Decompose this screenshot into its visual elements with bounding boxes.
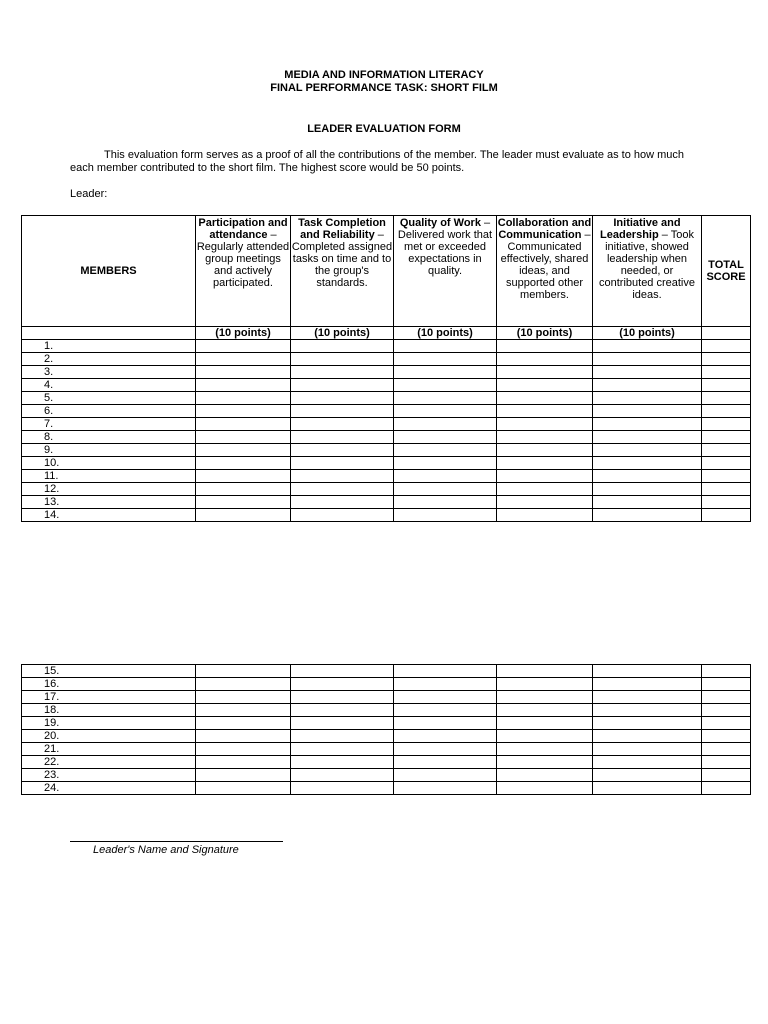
- total-score-cell[interactable]: [702, 418, 751, 431]
- score-cell[interactable]: [394, 366, 497, 379]
- score-cell[interactable]: [291, 431, 394, 444]
- member-row: [22, 405, 751, 418]
- score-cell[interactable]: [394, 340, 497, 353]
- score-cell[interactable]: [497, 756, 593, 769]
- score-cell[interactable]: [394, 678, 497, 691]
- score-cell[interactable]: [196, 496, 291, 509]
- score-cell[interactable]: [196, 678, 291, 691]
- total-score-cell[interactable]: [702, 405, 751, 418]
- total-score-cell[interactable]: [702, 379, 751, 392]
- score-cell[interactable]: [394, 392, 497, 405]
- score-cell[interactable]: [196, 470, 291, 483]
- member-row: [22, 678, 751, 691]
- member-row: [22, 340, 751, 353]
- score-cell[interactable]: [593, 340, 702, 353]
- member-row: [22, 782, 751, 795]
- score-cell[interactable]: [196, 782, 291, 795]
- score-cell[interactable]: [291, 782, 394, 795]
- member-row: [22, 691, 751, 704]
- header-row: [22, 216, 751, 327]
- score-cell[interactable]: [497, 496, 593, 509]
- score-cell[interactable]: [196, 743, 291, 756]
- score-cell[interactable]: [497, 769, 593, 782]
- leader-label: Leader:: [70, 188, 108, 200]
- score-cell[interactable]: [196, 691, 291, 704]
- members-header: MEMBERS: [22, 216, 196, 327]
- total-score-cell[interactable]: [702, 730, 751, 743]
- score-cell[interactable]: [291, 366, 394, 379]
- member-row: [22, 431, 751, 444]
- points-cell: [22, 327, 196, 340]
- score-cell[interactable]: [394, 743, 497, 756]
- score-cell[interactable]: [394, 769, 497, 782]
- member-number[interactable]: 10.: [22, 457, 196, 470]
- total-score-cell[interactable]: [702, 392, 751, 405]
- criterion-task-completion: [291, 216, 394, 327]
- member-row: [22, 704, 751, 717]
- score-cell[interactable]: [497, 483, 593, 496]
- score-cell[interactable]: [593, 756, 702, 769]
- total-score-cell[interactable]: [702, 340, 751, 353]
- points-cell: (10 points): [394, 327, 497, 340]
- member-row: [22, 353, 751, 366]
- score-cell[interactable]: [394, 379, 497, 392]
- score-cell[interactable]: [291, 717, 394, 730]
- score-cell[interactable]: [593, 509, 702, 522]
- total-score-cell[interactable]: [702, 470, 751, 483]
- score-cell[interactable]: [394, 444, 497, 457]
- member-row: [22, 483, 751, 496]
- score-cell[interactable]: [394, 756, 497, 769]
- evaluation-table-continued: [21, 664, 751, 795]
- score-cell[interactable]: [497, 418, 593, 431]
- member-row: [22, 665, 751, 678]
- member-row: [22, 509, 751, 522]
- member-row: [22, 496, 751, 509]
- score-cell[interactable]: [593, 431, 702, 444]
- score-cell[interactable]: [196, 756, 291, 769]
- score-cell[interactable]: [593, 665, 702, 678]
- total-score-cell[interactable]: [702, 743, 751, 756]
- score-cell[interactable]: [394, 483, 497, 496]
- member-number[interactable]: 4.: [22, 379, 196, 392]
- score-cell[interactable]: [291, 743, 394, 756]
- total-score-cell[interactable]: [702, 366, 751, 379]
- total-score-cell[interactable]: [702, 769, 751, 782]
- member-number[interactable]: 22.: [22, 756, 196, 769]
- score-cell[interactable]: [394, 730, 497, 743]
- member-row: [22, 730, 751, 743]
- member-number[interactable]: 15.: [22, 665, 196, 678]
- member-row: [22, 743, 751, 756]
- score-cell[interactable]: [593, 353, 702, 366]
- member-number[interactable]: 19.: [22, 717, 196, 730]
- member-number[interactable]: 17.: [22, 691, 196, 704]
- criterion-title: Participation and attendance: [198, 217, 288, 241]
- criterion-description: – Delivered work that met or exceeded expectations in quality.: [397, 217, 493, 277]
- score-cell[interactable]: [593, 379, 702, 392]
- score-cell[interactable]: [196, 769, 291, 782]
- criterion-title: Task Completion and Reliability: [298, 217, 386, 241]
- criterion-description: – Took initiative, showed leadership when needed, or contributed creative ideas.: [599, 229, 695, 301]
- score-cell[interactable]: [497, 470, 593, 483]
- member-row: [22, 756, 751, 769]
- total-score-cell[interactable]: [702, 353, 751, 366]
- total-score-cell[interactable]: [702, 704, 751, 717]
- score-cell[interactable]: [196, 509, 291, 522]
- score-cell[interactable]: [196, 730, 291, 743]
- member-number[interactable]: 8.: [22, 431, 196, 444]
- score-cell[interactable]: [593, 743, 702, 756]
- total-score-cell[interactable]: [702, 678, 751, 691]
- score-cell[interactable]: [291, 405, 394, 418]
- score-cell[interactable]: [291, 730, 394, 743]
- score-cell[interactable]: [291, 457, 394, 470]
- score-cell[interactable]: [291, 470, 394, 483]
- score-cell[interactable]: [291, 756, 394, 769]
- criterion-description: – Regularly attended group meetings and actively participated.: [196, 229, 290, 289]
- criterion-quality: [394, 216, 497, 327]
- score-cell[interactable]: [497, 405, 593, 418]
- points-cell: (10 points): [497, 327, 593, 340]
- points-cell: (10 points): [196, 327, 291, 340]
- member-number[interactable]: 6.: [22, 405, 196, 418]
- score-cell[interactable]: [497, 340, 593, 353]
- member-number[interactable]: 5.: [22, 392, 196, 405]
- score-cell[interactable]: [593, 704, 702, 717]
- points-cell: [702, 327, 751, 340]
- course-title: MEDIA AND INFORMATION LITERACY: [284, 69, 484, 81]
- total-score-cell[interactable]: [702, 431, 751, 444]
- score-cell[interactable]: [593, 392, 702, 405]
- score-cell[interactable]: [196, 431, 291, 444]
- score-cell[interactable]: [291, 691, 394, 704]
- member-row: [22, 444, 751, 457]
- score-cell[interactable]: [593, 769, 702, 782]
- score-cell[interactable]: [291, 444, 394, 457]
- score-cell[interactable]: [497, 730, 593, 743]
- task-title: FINAL PERFORMANCE TASK: SHORT FILM: [270, 82, 498, 94]
- total-score-cell[interactable]: [702, 509, 751, 522]
- member-number[interactable]: 18.: [22, 704, 196, 717]
- member-row: [22, 457, 751, 470]
- score-cell[interactable]: [497, 392, 593, 405]
- score-cell[interactable]: [291, 665, 394, 678]
- score-cell[interactable]: [291, 353, 394, 366]
- criterion-description: – Communicated effectively, shared ideas, and supported other members.: [500, 229, 591, 301]
- score-cell[interactable]: [497, 691, 593, 704]
- score-cell[interactable]: [497, 457, 593, 470]
- member-number[interactable]: 23.: [22, 769, 196, 782]
- intro-paragraph: This evaluation form serves as a proof of all the contributions of the member. The leader must evaluate as to how much each member contributed to the short film. The highest score would be 50 points.: [70, 149, 685, 174]
- total-score-cell[interactable]: [702, 717, 751, 730]
- score-cell[interactable]: [196, 457, 291, 470]
- score-cell[interactable]: [394, 470, 497, 483]
- score-cell[interactable]: [394, 405, 497, 418]
- score-cell[interactable]: [394, 418, 497, 431]
- score-cell[interactable]: [196, 483, 291, 496]
- score-cell[interactable]: [196, 392, 291, 405]
- criterion-collaboration: [497, 216, 593, 327]
- member-number[interactable]: 2.: [22, 353, 196, 366]
- score-cell[interactable]: [593, 366, 702, 379]
- member-number[interactable]: 7.: [22, 418, 196, 431]
- score-cell[interactable]: [394, 782, 497, 795]
- member-number[interactable]: 21.: [22, 743, 196, 756]
- score-cell[interactable]: [593, 418, 702, 431]
- member-row: [22, 717, 751, 730]
- member-row: [22, 392, 751, 405]
- member-number[interactable]: 13.: [22, 496, 196, 509]
- total-score-cell[interactable]: [702, 483, 751, 496]
- criterion-description: – Completed assigned tasks on time and to the group's standards.: [291, 229, 393, 289]
- score-cell[interactable]: [196, 704, 291, 717]
- member-row: [22, 366, 751, 379]
- score-cell[interactable]: [593, 470, 702, 483]
- score-cell[interactable]: [593, 730, 702, 743]
- score-cell[interactable]: [291, 379, 394, 392]
- score-cell[interactable]: [394, 704, 497, 717]
- criterion-title: Quality of Work: [399, 217, 481, 229]
- score-cell[interactable]: [593, 691, 702, 704]
- score-cell[interactable]: [291, 392, 394, 405]
- score-cell[interactable]: [291, 678, 394, 691]
- score-cell[interactable]: [291, 418, 394, 431]
- score-cell[interactable]: [497, 509, 593, 522]
- score-cell[interactable]: [394, 717, 497, 730]
- score-cell[interactable]: [196, 340, 291, 353]
- signature-line[interactable]: [70, 841, 283, 842]
- score-cell[interactable]: [497, 444, 593, 457]
- score-cell[interactable]: [593, 496, 702, 509]
- score-cell[interactable]: [497, 353, 593, 366]
- member-number[interactable]: 12.: [22, 483, 196, 496]
- member-number[interactable]: 1.: [22, 340, 196, 353]
- score-cell[interactable]: [196, 405, 291, 418]
- total-score-cell[interactable]: [702, 691, 751, 704]
- member-number[interactable]: 16.: [22, 678, 196, 691]
- score-cell[interactable]: [593, 782, 702, 795]
- member-row: [22, 379, 751, 392]
- score-cell[interactable]: [196, 665, 291, 678]
- member-number[interactable]: 11.: [22, 470, 196, 483]
- score-cell[interactable]: [394, 665, 497, 678]
- criterion-title: Initiative and Leadership: [600, 217, 681, 241]
- score-cell[interactable]: [497, 431, 593, 444]
- score-cell[interactable]: [196, 717, 291, 730]
- score-cell[interactable]: [497, 665, 593, 678]
- member-number[interactable]: 9.: [22, 444, 196, 457]
- score-cell[interactable]: [593, 457, 702, 470]
- member-number[interactable]: 14.: [22, 509, 196, 522]
- score-cell[interactable]: [196, 366, 291, 379]
- score-cell[interactable]: [196, 379, 291, 392]
- signature-label: Leader's Name and Signature: [93, 844, 239, 856]
- member-number[interactable]: 3.: [22, 366, 196, 379]
- score-cell[interactable]: [497, 743, 593, 756]
- points-cell: (10 points): [593, 327, 702, 340]
- total-score-cell[interactable]: [702, 444, 751, 457]
- total-score-cell[interactable]: [702, 457, 751, 470]
- score-cell[interactable]: [394, 353, 497, 366]
- criterion-participation: [196, 216, 291, 327]
- score-cell[interactable]: [497, 678, 593, 691]
- score-cell[interactable]: [394, 496, 497, 509]
- score-cell[interactable]: [394, 691, 497, 704]
- score-cell[interactable]: [497, 717, 593, 730]
- member-row: [22, 769, 751, 782]
- score-cell[interactable]: [196, 353, 291, 366]
- member-number[interactable]: 20.: [22, 730, 196, 743]
- points-row: [22, 327, 751, 340]
- total-score-cell[interactable]: [702, 756, 751, 769]
- score-cell[interactable]: [497, 704, 593, 717]
- score-cell[interactable]: [291, 496, 394, 509]
- member-number[interactable]: 24.: [22, 782, 196, 795]
- evaluation-table: [21, 215, 751, 522]
- score-cell[interactable]: [394, 457, 497, 470]
- points-cell: (10 points): [291, 327, 394, 340]
- score-cell[interactable]: [291, 483, 394, 496]
- score-cell[interactable]: [291, 769, 394, 782]
- score-cell[interactable]: [291, 340, 394, 353]
- score-cell[interactable]: [593, 405, 702, 418]
- total-score-cell[interactable]: [702, 496, 751, 509]
- criterion-title: Collaboration and Communication: [497, 217, 592, 241]
- member-row: [22, 418, 751, 431]
- total-score-cell[interactable]: [702, 665, 751, 678]
- score-cell[interactable]: [593, 444, 702, 457]
- score-cell[interactable]: [291, 509, 394, 522]
- score-cell[interactable]: [394, 431, 497, 444]
- score-cell[interactable]: [497, 782, 593, 795]
- score-cell[interactable]: [196, 418, 291, 431]
- form-title: LEADER EVALUATION FORM: [307, 123, 461, 135]
- score-cell[interactable]: [394, 509, 497, 522]
- score-cell[interactable]: [593, 678, 702, 691]
- criterion-initiative: [593, 216, 702, 327]
- member-row: [22, 470, 751, 483]
- total-score-header: TOTAL SCORE: [702, 216, 751, 327]
- score-cell[interactable]: [593, 717, 702, 730]
- score-cell[interactable]: [593, 483, 702, 496]
- score-cell[interactable]: [497, 366, 593, 379]
- score-cell[interactable]: [497, 379, 593, 392]
- score-cell[interactable]: [196, 444, 291, 457]
- score-cell[interactable]: [291, 704, 394, 717]
- total-score-cell[interactable]: [702, 782, 751, 795]
